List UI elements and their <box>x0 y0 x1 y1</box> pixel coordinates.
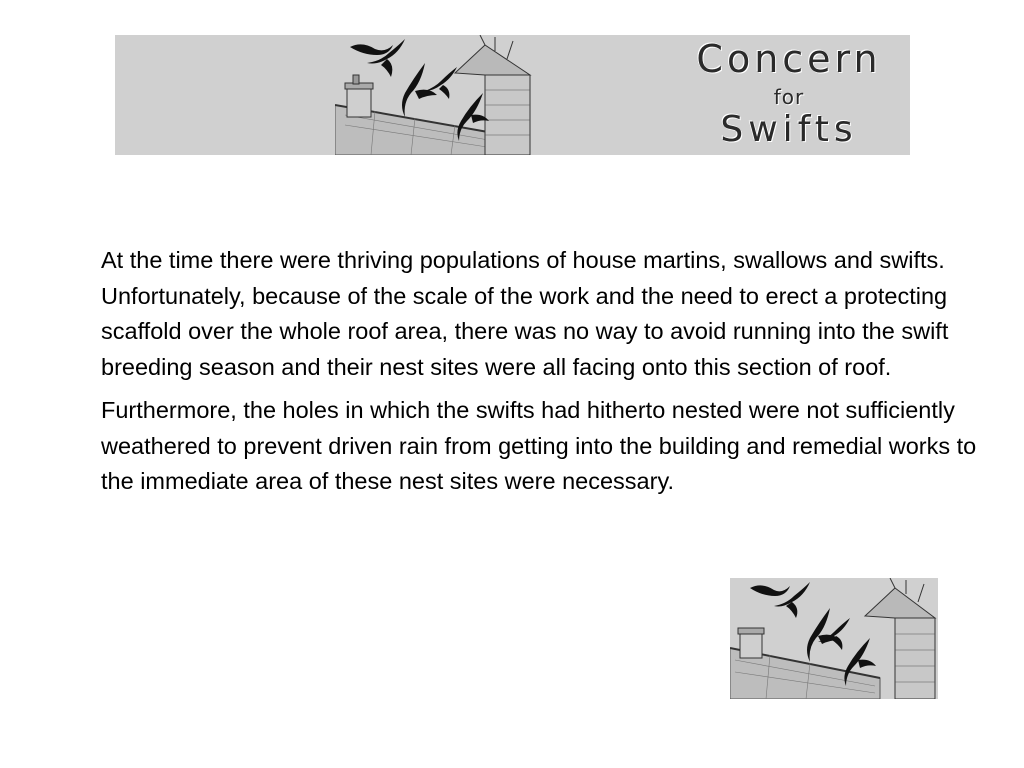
concern-for-swifts-logo <box>683 35 895 155</box>
header-banner <box>115 35 910 155</box>
swifts-rooftop-thumbnail-icon <box>730 578 938 699</box>
paragraph-2: Furthermore, the holes in which the swifts had hitherto nested were not sufficiently weathered to prevent driven rain from getting into the building and remedial works to the immediate area of these nest sites were necessary. <box>101 397 977 494</box>
body-text <box>101 243 981 508</box>
corner-illustration <box>730 578 938 699</box>
swifts-rooftop-illustration-icon <box>335 35 655 155</box>
logo-word-for: for <box>773 85 805 109</box>
logo-word-concern: Concern <box>696 37 882 81</box>
paragraph-1: At the time there were thriving populations of house martins, swallows and swifts. Unfortunately, because of the scale of the work and the need to erect a protecting scaffold over the whole roof area, there was no way to avoid running into the swift breeding season and their nest sites were all facing onto this section of roof. <box>101 247 949 380</box>
logo-word-swifts: Swifts <box>720 109 858 150</box>
